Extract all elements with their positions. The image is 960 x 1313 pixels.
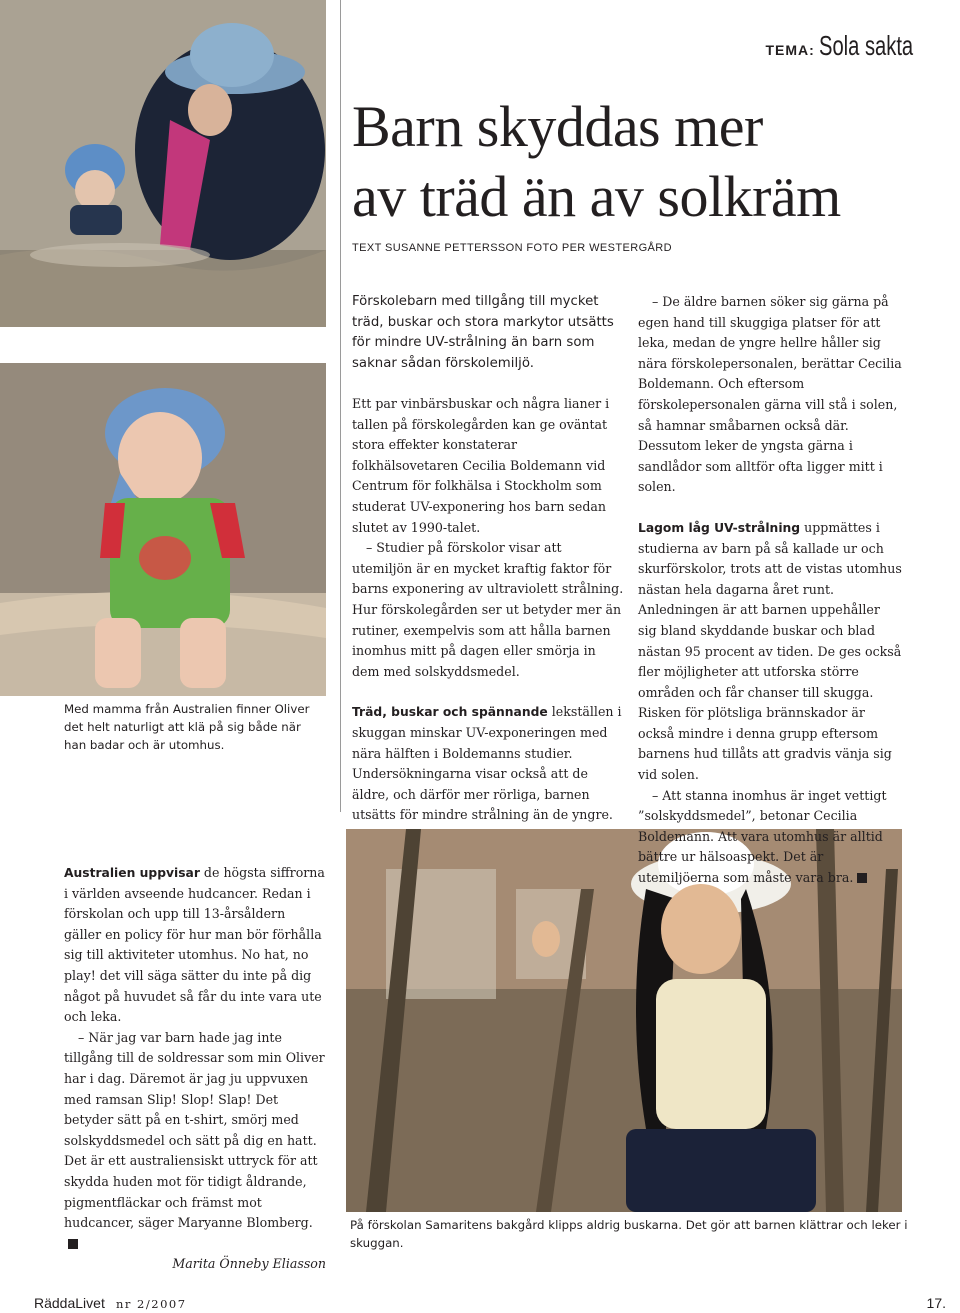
article-title: [352, 92, 932, 232]
photo-mid-illustration: [0, 363, 326, 696]
body-column-3: [638, 292, 902, 889]
sidebar-paragraph-2: [64, 1028, 326, 1255]
theme-header: [765, 30, 950, 62]
theme-title: Sola sakta: [819, 30, 914, 61]
col3-paragraph-1: – De äldre barnen söker sig gärna på egen hand till skuggiga platser för att leka, medan de yngre hellre håller sig nära förskolepersonalen, berättar Cecilia Boldemann. Och eftersom förskolepersonalen gärna vill stå i solen, så hamnar småbarnen också där. Dessutom leker de yngsta gärna i sandlådor som alltför ofta ligger mitt i solen.: [638, 294, 902, 495]
col2-paragraph-2: – Studier på förskolor visar att utemiljön är en mycket kraftig faktor för barns exponering av ultraviolett strålning. Hur förskolegården ser ut betyder mer än rutiner, exempelvis som att hålla barnen inomhus mitt på dagen eller smörja in dem med solskyddsmedel.: [352, 540, 624, 679]
title-line-1: Barn skyddas mer: [352, 94, 763, 159]
byline: TEXT SUSANNE PETTERSSON FOTO PER WESTERGÅRD: [352, 242, 672, 254]
col2-paragraph-1: Ett par vinbärsbuskar och några lianer i tallen på förskolegården kan ge oväntat stora effekter konstaterar folkhälsovetaren Cecilia Boldemann vid Centrum för folkhälsa i Stockholm som studerat UV-exponering hos barn sedan slutet av 1990-talet.: [352, 396, 610, 535]
caption-top-photos: Med mamma från Australien finner Oliver det helt naturligt att klä på sig både när han badar och är utomhus.: [64, 702, 310, 752]
end-mark-icon: [857, 873, 867, 883]
body-column-2: [352, 394, 624, 826]
issue-number: nr 2/2007: [116, 1297, 187, 1311]
caption-bottom-photo: På förskolan Samaritens bakgård klipps aldrig buskarna. Det gör att barnen klättrar och leker i skuggan.: [350, 1218, 908, 1250]
col3-paragraph-3: [638, 786, 902, 889]
col3-runin-heading: Lagom låg UV-strålning: [638, 520, 801, 535]
sidebar-runin-heading: Australien uppvisar: [64, 866, 200, 880]
column-divider: [340, 0, 341, 812]
sidebar-signature: Marita Önneby Eliasson: [172, 1256, 326, 1272]
col2-paragraph-3: [352, 702, 624, 826]
magazine-brand: RäddaLivet: [34, 1295, 105, 1311]
photo-mother-and-child-in-water: [0, 0, 326, 327]
theme-label: TEMA:: [765, 42, 815, 58]
photo-top-illustration: [0, 0, 326, 327]
sidebar-paragraph-1-text: de högsta siffrorna i världen avseende hudcancer. Redan i förskolan och upp till 13-årsåldern gäller en policy för hur man bör förhålla sig till aktiviteter utomhus. No hat, no play! det vill säga sätter du inte på dig något på huvudet så får du inte vara ute och leka.: [64, 865, 325, 1025]
sidebar-box: [64, 863, 326, 1275]
photo-child-on-ledge: [0, 363, 326, 696]
title-line-2: av träd än av solkräm: [352, 164, 841, 229]
col2-runin-heading: Träd, buskar och spännande: [352, 705, 548, 720]
lead-paragraph: Förskolebarn med tillgång till mycket träd, buskar och stora markytor utsätts för mindre UV-strålning än barn som saknar sådan förskolemiljö.: [352, 294, 614, 371]
sidebar-paragraph-1: [64, 863, 326, 1028]
sidebar-end-mark-icon: [68, 1239, 78, 1249]
page-number: 17.: [926, 1295, 946, 1311]
col2-paragraph-3-text: lekställen i skuggan minskar UV-exponeringen med nära hälften i Boldemanns studier. Undersökningarna visar också att de äldre, och därför mer rörliga, barnen utsätts för mindre strålning än de yngre.: [352, 704, 622, 823]
sidebar-paragraph-2-text: – När jag var barn hade jag inte tillgång till de soldressar som min Oliver har i dag. Däremot är jag ju uppvuxen med ramsan Slip! Slop! Slap! Det betyder sätt på en t-shirt, smörj med solskyddsmedel och sätt på dig en hatt. Det är ett australiensiskt uttryck för att skydda huden mot för tidigt åldrande, pigmentfläckar och främst mot hudcancer, säger Maryanne Blomberg.: [64, 1029, 325, 1231]
col3-paragraph-2-text: uppmättes i studierna av barn på så kallade ur och skurförskolor, trots att de vistas utomhus nästan hela dagarna året runt. Anledningen är att barnen uppehåller sig bland skyddande buskar och blad nästan 95 procent av tiden. De ges också fler möjligheter att utforska större områden och får chanser till skugga. Risken för plötsliga brännskador är också mindre i denna grupp eftersom barnens hud tillåts att gradvis vänja sig vid solen.: [638, 519, 902, 783]
col3-paragraph-2: [638, 518, 902, 786]
col3-paragraph-3-text: – Att stanna inomhus är inget vettigt ”solskyddsmedel”, betonar Cecilia Boldemann. Att vara utomhus är alltid bättre ur hälsoaspekt. Det är utemiljöerna som måste vara bra.: [638, 787, 887, 886]
